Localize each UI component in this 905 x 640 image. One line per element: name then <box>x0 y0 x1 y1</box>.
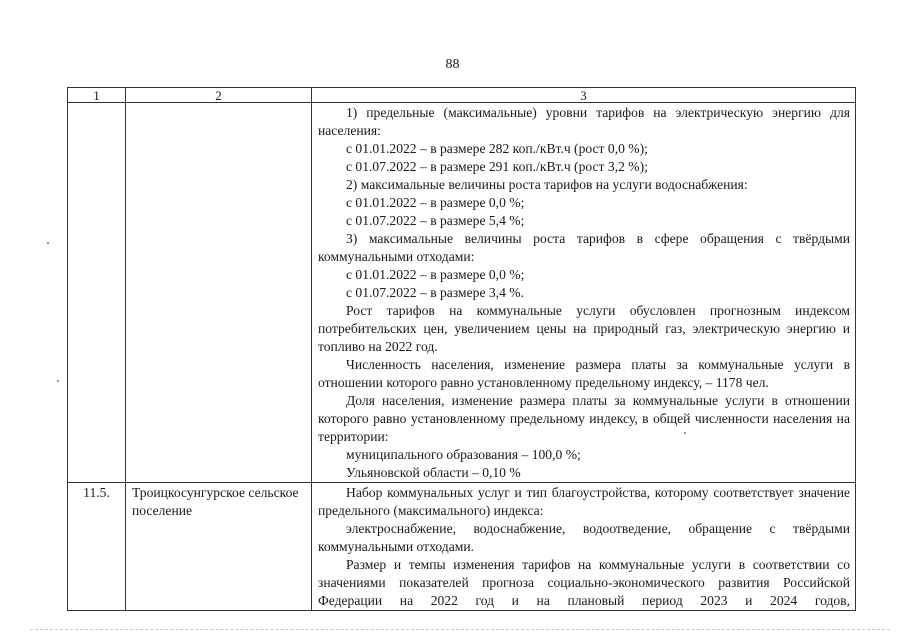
row-number <box>68 103 126 483</box>
scan-speck <box>684 432 686 434</box>
paragraph: с 01.01.2022 – в размере 0,0 %; <box>346 267 525 282</box>
paragraph: электроснабжение, водоснабжение, водоотведение, обращение с твёрдыми коммунальными отходами. <box>318 521 850 554</box>
paragraph: Набор коммунальных услуг и тип благоустройства, которому соответствует значение предельного (максимального) индекса: <box>318 485 850 518</box>
header-col-3: 3 <box>312 88 856 103</box>
tariff-table <box>67 87 856 611</box>
paragraph: с 01.01.2022 – в размере 282 коп./кВт.ч (рост 0,0 %); <box>346 141 648 156</box>
scan-speck <box>47 242 49 244</box>
paragraph: с 01.01.2022 – в размере 0,0 %; <box>346 195 525 210</box>
page-number: 88 <box>445 57 460 72</box>
paragraph: с 01.07.2022 – в размере 5,4 %; <box>346 213 525 228</box>
tariff-description <box>312 483 856 611</box>
paragraph: с 01.07.2022 – в размере 3,4 %. <box>346 285 524 300</box>
header-col-1: 1 <box>68 88 126 103</box>
paragraph: 3) максимальные величины роста тарифов в сфере обращения с твёрдыми коммунальными отходами: <box>318 231 850 264</box>
row-number: 11.5. <box>68 483 126 611</box>
paragraph: муниципального образования – 100,0 %; <box>346 447 581 462</box>
settlement-name: Троицкосунгурское сельское поселение <box>126 483 312 611</box>
paragraph: Размер и темпы изменения тарифов на коммунальные услуги в соответствии со значениями показателей прогноза социально-экономического развития Российской Федерации на 2022 год и на плановый период 2023 и 2024 годов, <box>318 557 850 608</box>
paragraph: Ульяновской области – 0,10 % <box>346 465 521 480</box>
table-header-row <box>68 88 856 103</box>
paragraph: Рост тарифов на коммунальные услуги обусловлен прогнозным индексом потребительских цен, увеличением цены на природный газ, электрическую энергию и топливо на 2022 год. <box>318 303 850 354</box>
table-row <box>68 103 856 483</box>
settlement-name <box>126 103 312 483</box>
paragraph: Доля населения, изменение размера платы за коммунальные услуги в отношении которого равно установленному предельному индексу, в общей численности населения на территории: <box>318 393 850 444</box>
paragraph: Численность населения, изменение размера платы за коммунальные услуги в отношении которого равно установленному предельному индексу, – 1178 чел. <box>318 357 850 390</box>
header-col-2: 2 <box>126 88 312 103</box>
scan-border-line <box>30 629 890 631</box>
paragraph: 2) максимальные величины роста тарифов на услуги водоснабжения: <box>346 177 748 192</box>
table-row <box>68 483 856 611</box>
scan-speck <box>57 380 59 382</box>
paragraph: 1) предельные (максимальные) уровни тарифов на электрическую энергию для населения: <box>318 105 850 138</box>
tariff-description <box>312 103 856 483</box>
paragraph: с 01.07.2022 – в размере 291 коп./кВт.ч (рост 3,2 %); <box>346 159 648 174</box>
